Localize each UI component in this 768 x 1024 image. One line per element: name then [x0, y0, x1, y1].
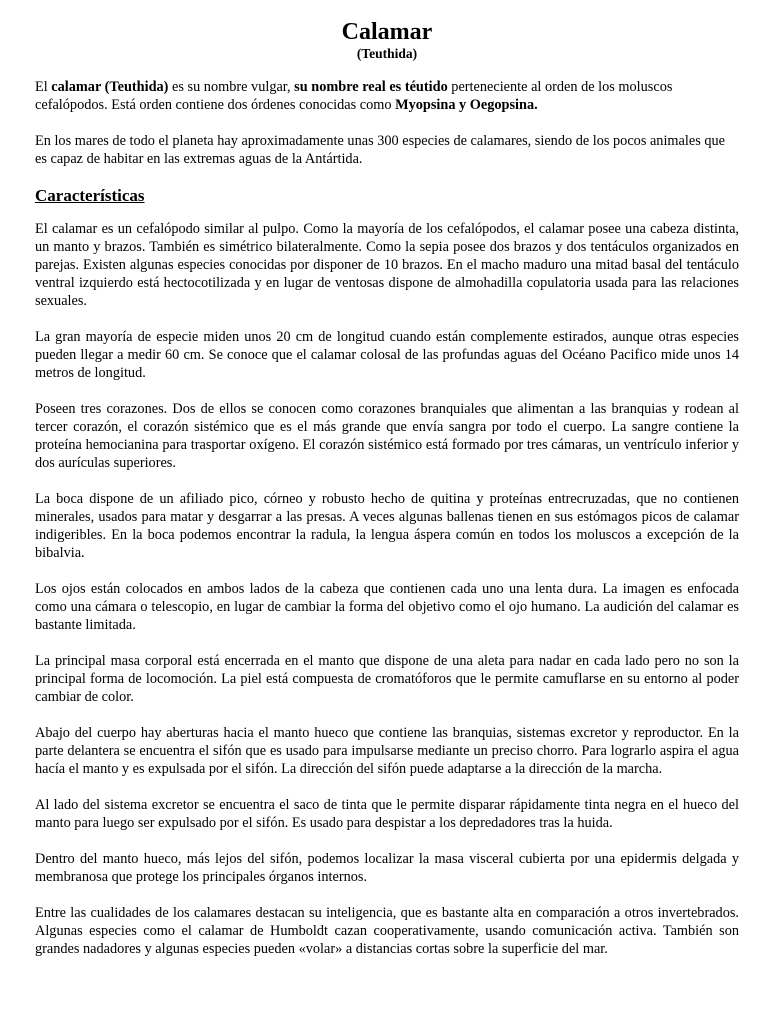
document-title: Calamar	[341, 19, 433, 45]
intro-text: El	[35, 79, 52, 95]
paragraph: Dentro del manto hueco, más lejos del sifón, podemos localizar la masa visceral cubierta por una epidermis delgada y membranosa que protege los principales órganos internos.	[35, 851, 739, 885]
intro-text: es su nombre vulgar,	[168, 79, 295, 95]
intro-paragraph	[35, 78, 739, 114]
document-subtitle: (Teuthida)	[356, 46, 418, 61]
paragraph: La gran mayoría de especie miden unos 20 cm de longitud cuando están complemente estirados, aunque otras especies pueden llegar a medir 60 cm. Se conoce que el calamar colosal de las profundas aguas del Océano Pacifico mide unos 14 metros de longitud.	[35, 329, 739, 381]
paragraph: Entre las cualidades de los calamares destacan su inteligencia, que es bastante alta en comparación a otros invertebrados. Algunas especies como el calamar de Humboldt cazan cooperativamente, usando comunicación activa. También son grandes nadadores y algunas especies pueden «volar» a distancias cortas sobre la superficie del mar.	[35, 905, 739, 957]
intro-text: perteneciente al orden de los moluscos cefalópodos. Está orden contiene dos órdenes conocidas como	[35, 79, 673, 113]
section-heading: Características	[35, 186, 145, 205]
paragraph: La boca dispone de un afiliado pico, córneo y robusto hecho de quitina y proteínas entrecruzadas, que no contienen minerales, usados para matar y desgarrar a las presas. A veces algunas ballenas tienen en sus estómagos picos de calamar indigeribles. En la boca podemos encontrar la radula, la lengua áspera común en todos los moluscos a excepción de la bibalvia.	[35, 491, 739, 561]
paragraph: Los ojos están colocados en ambos lados de la cabeza que contienen cada uno una lenta dura. La imagen es enfocada como una cámara o telescopio, en lugar de cambiar la forma del objetivo como el ojo humano. La audición del calamar es bastante limitada.	[35, 581, 739, 633]
intro-bold-text: Myopsina y Oegopsina.	[395, 97, 538, 113]
paragraph: El calamar es un cefalópodo similar al pulpo. Como la mayoría de los cefalópodos, el calamar posee una cabeza distinta, un manto y brazos. También es simétrico bilateralmente. Como la sepia posee dos brazos y dos tentáculos organizados en parejas. Existen algunas especies conocidas por disponer de 10 brazos. En el macho maduro una mitad basal del tentáculo ventral izquierdo está hectocotilizada y en lugar de ventosas dispone de almohadilla copulatoria usada para las relaciones sexuales.	[35, 221, 739, 309]
paragraph: La principal masa corporal está encerrada en el manto que dispone de una aleta para nadar en cada lado pero no son la principal forma de locomoción. La piel está compuesta de cromatóforos que le permite camuflarse en su entorno al poder cambiar de color.	[35, 653, 739, 705]
paragraph: En los mares de todo el planeta hay aproximadamente unas 300 especies de calamares, siendo de los pocos animales que es capaz de habitar en las extremas aguas de la Antártida.	[35, 133, 725, 167]
intro-bold-text: calamar (Teuthida)	[51, 79, 169, 95]
paragraph: Abajo del cuerpo hay aberturas hacia el manto hueco que contiene las branquias, sistemas excretor y reproductor. En la parte delantera se encuentra el sifón que es usado para impulsarse mediante un preciso chorro. Para lograrlo aspira el agua hacía el manto y es expulsada por el sifón. La dirección del sifón puede adaptarse a la dirección de la marcha.	[35, 725, 739, 777]
paragraph: Poseen tres corazones. Dos de ellos se conocen como corazones branquiales que alimentan a las branquias y rodean al tercer corazón, el corazón sistémico que es el más grande que envía sangra por todo el cuerpo. La sangre contiene la proteína hemocianina para trasportar oxígeno. El corazón sistémico está formado por tres cámaras, un ventrículo inferior y dos aurículas superiores.	[35, 401, 739, 471]
paragraph: Al lado del sistema excretor se encuentra el saco de tinta que le permite disparar rápidamente tinta negra en el hueco del manto para luego ser expulsado por el sifón. Es usado para despistar a los depredadores tras la huida.	[35, 797, 739, 831]
intro-bold-text: su nombre real es téutido	[294, 79, 448, 95]
